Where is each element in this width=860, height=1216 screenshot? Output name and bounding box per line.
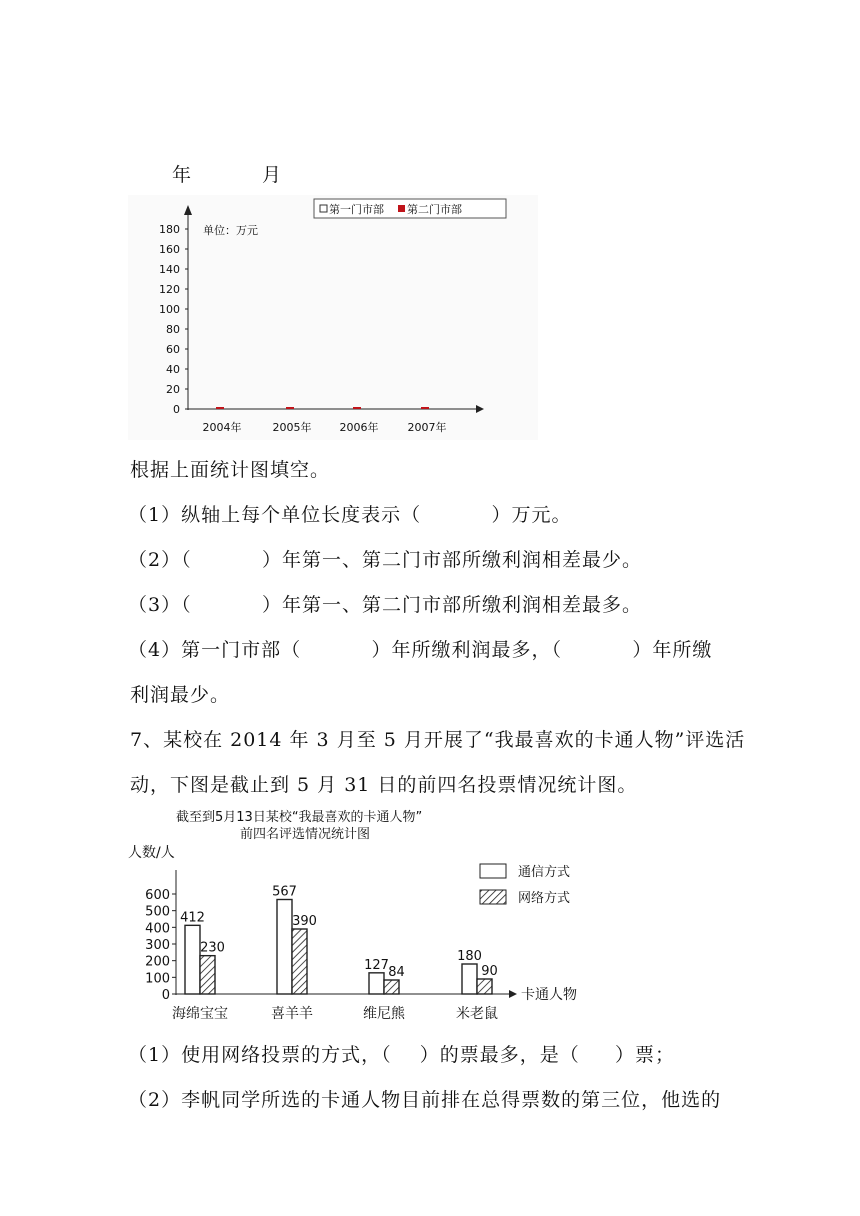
question-3: （3）（ ）年第一、第二门市部所缴利润相差最多。 — [128, 594, 642, 616]
chart2-y-tick-label: 600 — [145, 888, 170, 903]
chart1-y-tick-label: 80 — [166, 323, 180, 336]
chart2-category-label: 海绵宝宝 — [172, 1006, 228, 1022]
bar-network — [384, 980, 399, 994]
cartoon-vote-chart — [128, 805, 608, 1030]
chart2-y-tick-label: 500 — [145, 904, 170, 920]
bar-network — [477, 979, 492, 994]
chart2-y-tick-label: 400 — [145, 921, 170, 937]
chart2-y-tick-label: 200 — [145, 954, 170, 970]
chart2-category-label: 米老鼠 — [456, 1006, 498, 1022]
profit-chart — [128, 195, 538, 440]
chart1-y-tick-label: 20 — [166, 383, 180, 396]
legend-label-series1: 第一门市部 — [329, 203, 384, 216]
chart1-x-tick-label: 2006年 — [339, 421, 379, 434]
legend-swatch-series1 — [320, 205, 327, 212]
sub-question-1: （1）使用网络投票的方式，（ ）的票最多，是（ ）票； — [128, 1044, 675, 1066]
chart1-y-tick-label: 40 — [166, 363, 180, 376]
chart1-y-tick-label: 100 — [159, 303, 180, 316]
chart1-background — [128, 195, 538, 440]
legend-label-series2: 第二门市部 — [407, 203, 462, 216]
bar-value-label: 127 — [364, 957, 389, 973]
bar-value-label: 230 — [200, 940, 225, 956]
question-1: （1）纵轴上每个单位长度表示（ ）万元。 — [128, 504, 572, 526]
month-label: 月 — [262, 164, 282, 186]
chart1-y-tick-label: 140 — [159, 263, 180, 276]
chart2-y-tick-label: 100 — [145, 971, 170, 987]
bar-value-label: 84 — [388, 965, 405, 980]
chart2-y-tick-label: 0 — [161, 988, 170, 1003]
bar-mail — [462, 964, 477, 994]
chart2-x-label: 卡通人物 — [521, 987, 577, 1003]
bar-mail — [369, 973, 384, 994]
chart1-x-tick-label: 2005年 — [272, 421, 312, 434]
bar-mail — [277, 900, 292, 995]
chart1-y-tick-label: 0 — [173, 403, 180, 416]
chart1-x-tick-label: 2007年 — [407, 421, 447, 434]
legend-swatch-series2 — [398, 205, 405, 212]
chart1-y-tick-label: 60 — [166, 343, 180, 356]
chart1-x-tick-label: 2004年 — [202, 421, 242, 434]
chart1-y-tick-label: 160 — [159, 243, 180, 256]
legend-swatch-network — [480, 890, 506, 904]
chart2-category-label: 维尼熊 — [363, 1006, 405, 1022]
intro-text: 根据上面统计图填空。 — [130, 459, 331, 481]
legend-label-mail: 通信方式 — [518, 865, 571, 880]
problem-7-line1: 7、某校在 2014 年 3 月至 5 月开展了“我最喜欢的卡通人物”评选活 — [130, 729, 746, 751]
legend-label-network: 网络方式 — [518, 891, 571, 906]
bar-network — [200, 956, 215, 994]
chart1-y-tick-label: 120 — [159, 283, 180, 296]
chart2-y-tick-label: 300 — [145, 938, 170, 953]
chart2-title: 截至到5月13日某校“我最喜欢的卡通人物” — [176, 810, 423, 825]
sub-question-2: （2）李帆同学所选的卡通人物目前排在总得票数的第三位，他选的 — [128, 1089, 722, 1111]
chart1-unit-label: 单位：万元 — [203, 224, 258, 237]
bar-value-label: 90 — [481, 964, 498, 979]
question-4-line2: 利润最少。 — [130, 684, 231, 706]
chart1-y-tick-label: 180 — [159, 223, 180, 236]
bar-mail — [185, 925, 200, 994]
bar-value-label: 180 — [457, 949, 482, 964]
problem-7-line2: 动，下图是截止到 5 月 31 日的前四名投票情况统计图。 — [130, 774, 638, 796]
bar-network — [292, 929, 307, 994]
chart2-category-label: 喜羊羊 — [271, 1006, 313, 1022]
year-label: 年 — [172, 164, 192, 186]
chart2-subtitle: 前四名评选情况统计图 — [240, 827, 371, 842]
bar-value-label: 390 — [292, 914, 317, 929]
bar-value-label: 567 — [272, 884, 297, 900]
chart2-y-label: 人数/人 — [128, 845, 175, 861]
question-4-line1: （4）第一门市部（ ）年所缴利润最多，（ ）年所缴 — [128, 639, 713, 661]
chart2-x-arrow — [509, 990, 517, 998]
bar-value-label: 412 — [180, 910, 205, 926]
legend-swatch-mail — [480, 864, 506, 878]
question-2: （2）（ ）年第一、第二门市部所缴利润相差最少。 — [128, 549, 642, 571]
